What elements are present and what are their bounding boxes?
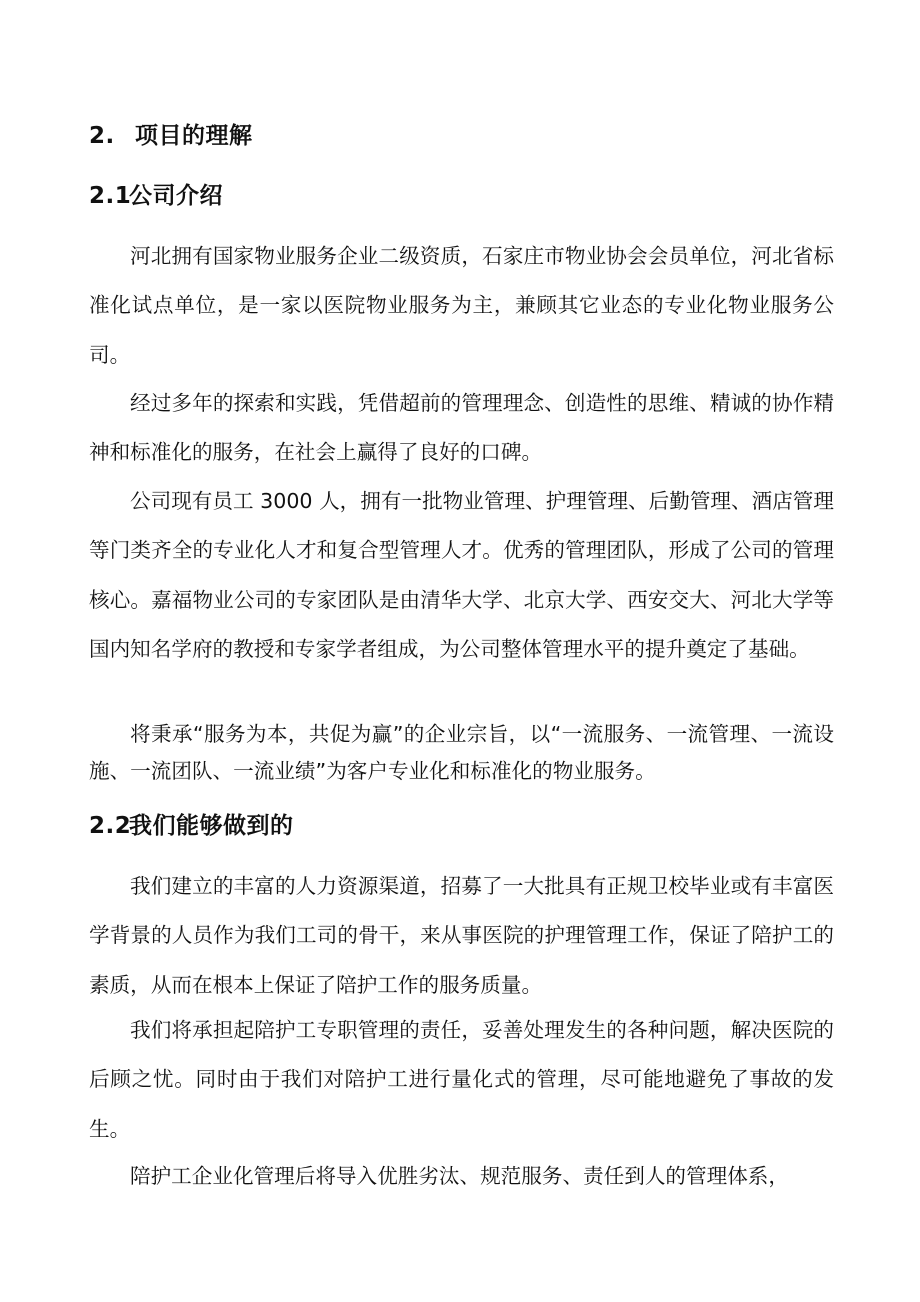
section-title: 项目的理解 — [135, 123, 253, 149]
paragraph: 将秉承“服务为本，共促为赢”的企业宗旨，以“一流服务、一流管理、一流设施、一流团队、一流业绩”为客户专业化和标准化的物业服务。 — [89, 722, 834, 783]
subsection-heading-company-intro — [89, 180, 223, 212]
section-heading — [89, 120, 253, 152]
paragraph: 陪护工企业化管理后将导入优胜劣汰、规范服务、责任到人的管理体系， — [130, 1164, 789, 1188]
subsection-title: 公司介绍 — [129, 183, 223, 209]
section-number: 2. — [89, 123, 115, 149]
subsection-heading-what-we-can-do — [89, 810, 294, 842]
paragraph: 我们建立的丰富的人力资源渠道，招募了一大批具有正规卫校毕业或有丰富医学背景的人员作为我们工司的骨干，来从事医院的护理管理工作，保证了陪护工的素质，从而在根本上保证了陪护工作的服务质量。 — [89, 874, 834, 997]
paragraph: 公司现有员工 3000 人，拥有一批物业管理、护理管理、后勤管理、酒店管理等门类齐全的专业化人才和复合型管理人才。优秀的管理团队，形成了公司的管理核心。嘉福物业公司的专家团队是由清华大学、北京大学、西安交大、河北大学等国内知名学府的教授和专家学者组成，为公司整体管理水平的提升奠定了基础。 — [89, 489, 834, 661]
subsection-number: 2.2 — [89, 813, 132, 839]
paragraph: 经过多年的探索和实践，凭借超前的管理理念、创造性的思维、精诚的协作精神和标准化的服务，在社会上赢得了良好的口碑。 — [89, 391, 834, 465]
subsection-title: 我们能够做到的 — [129, 813, 294, 839]
paragraph: 我们将承担起陪护工专职管理的责任，妥善处理发生的各种问题，解决医院的后顾之忧。同时由于我们对陪护工进行量化式的管理，尽可能地避免了事故的发生。 — [89, 1018, 834, 1141]
paragraph: 河北拥有国家物业服务企业二级资质，石家庄市物业协会会员单位，河北省标准化试点单位，是一家以医院物业服务为主，兼顾其它业态的专业化物业服务公司。 — [89, 244, 834, 367]
subsection-number: 2.1 — [89, 183, 132, 209]
